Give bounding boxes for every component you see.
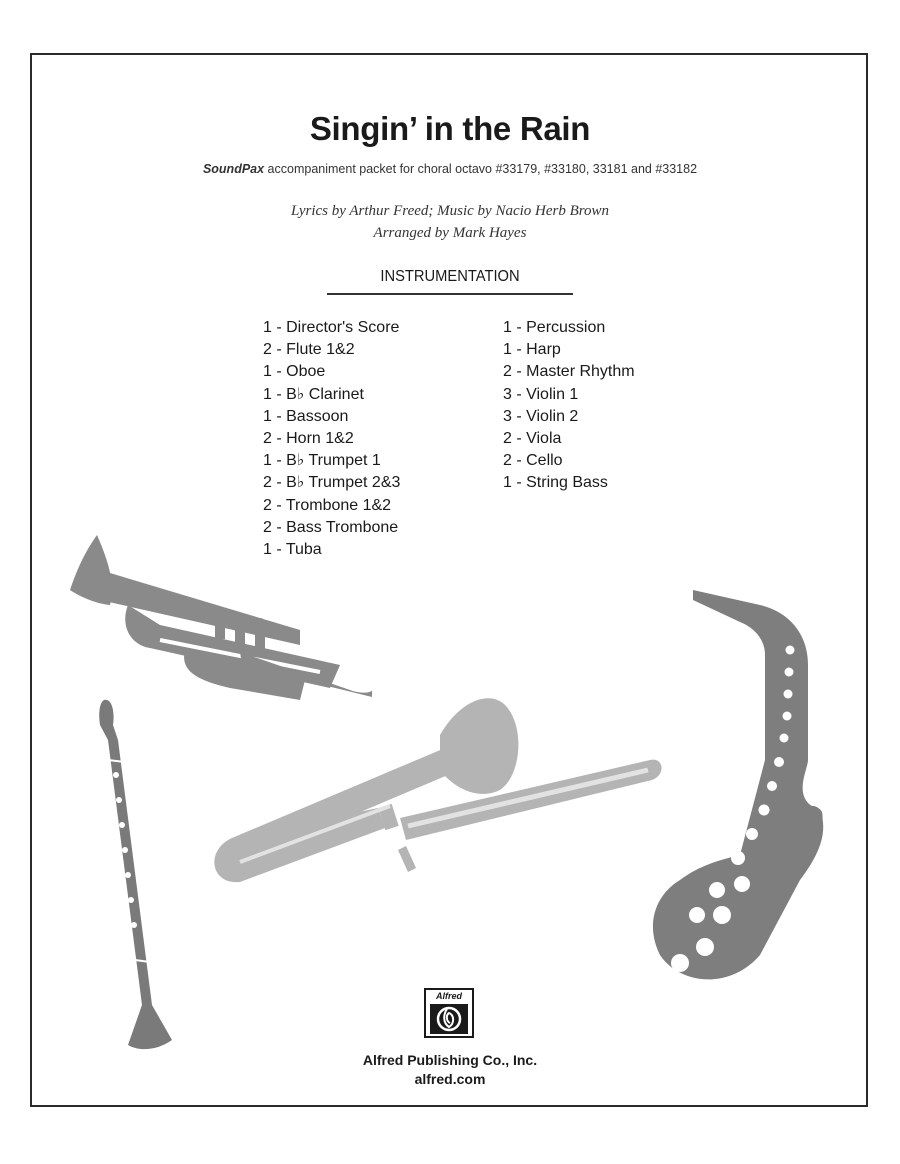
instrument-item: 2 - Flute 1&2 [263,341,355,359]
instrument-item: 2 - Viola [503,429,562,447]
instrument-item: 1 - Percussion [503,319,606,336]
saxophone-icon [653,590,823,979]
instrument-item: 2 - Horn 1&2 [263,429,354,447]
instrument-item: 2 - Trombone 1&2 [263,496,392,514]
publisher-website[interactable]: alfred.com [414,1071,486,1087]
instrument-item: 1 - Director's Score [263,319,400,336]
treble-clef-icon [429,1003,469,1035]
trumpet-icon [70,535,372,700]
instrument-item: 2 - Master Rhythm [503,363,635,381]
credits-lyrics-music: Lyrics by Arthur Freed; Music by Nacio Herb Brown [290,203,610,219]
instrument-item: 2 - Cello [503,452,563,470]
clarinet-icon [99,700,172,1049]
subtitle-brand: SoundPax [202,162,265,176]
instrument-item: 3 - Violin 1 [503,385,579,403]
instrument-item: 3 - Violin 2 [503,407,579,425]
credits-arranger: Arranged by Mark Hayes [373,225,527,241]
instrument-item: 2 - Bass Trombone [263,518,399,536]
instrument-item: 1 - Tuba [263,540,322,558]
instrument-item: 1 - Oboe [263,363,326,381]
instrument-item: 1 - Harp [503,341,561,359]
instrument-item: 1 - String Bass [503,474,608,492]
instrument-item: 2 - B♭ Trumpet 2&3 [263,474,401,492]
instrument-item: 1 - B♭ Trumpet 1 [263,452,381,470]
publisher-name: Alfred Publishing Co., Inc. [362,1052,538,1068]
subtitle-description: accompaniment packet for choral octavo #33179, #33180, 33181 and #33182 [264,162,698,176]
page-title: Singin’ in the Rain [309,110,591,147]
instrumentation-heading: INSTRUMENTATION [380,268,520,285]
instrument-item: 1 - B♭ Clarinet [263,385,364,403]
publisher-logo [424,988,474,1038]
instrument-item: 1 - Bassoon [263,407,349,425]
trombone-icon [214,698,661,882]
logo-text: Alfred [435,991,462,1001]
